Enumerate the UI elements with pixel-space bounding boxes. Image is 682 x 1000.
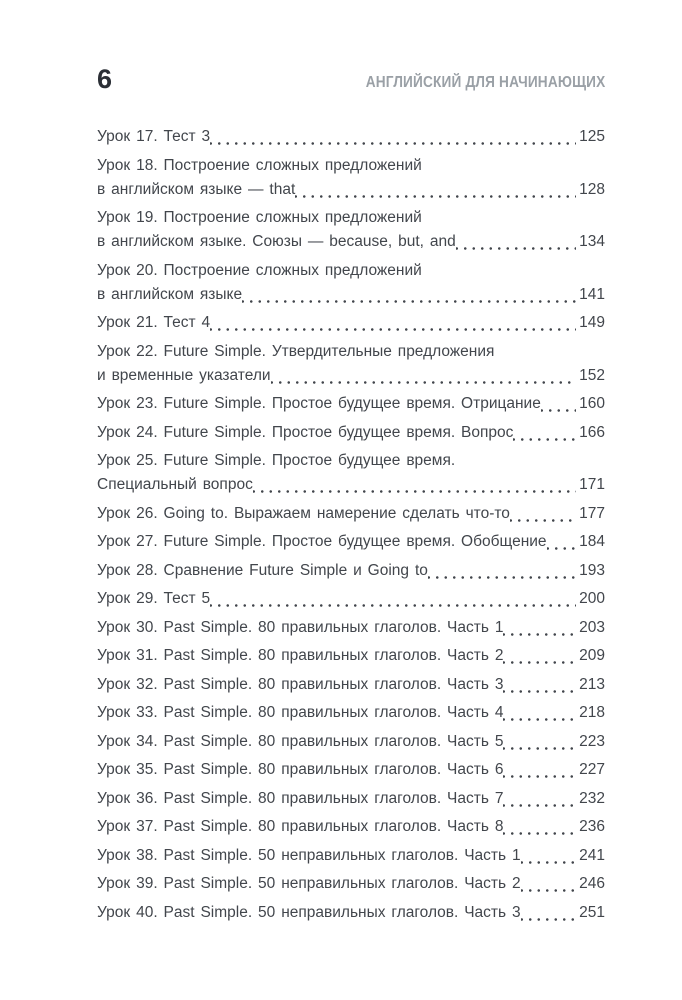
toc-entry-final-line — [97, 730, 605, 754]
toc-entry — [97, 901, 605, 925]
dotted-leader — [295, 178, 576, 202]
dotted-leader — [210, 311, 576, 335]
toc-list — [97, 125, 605, 925]
toc-entry — [97, 644, 605, 668]
toc-entry-text: Урок 39. Past Simple. 50 неправильных глаголов. Часть 2 — [97, 875, 521, 892]
toc-page-number: 223 — [579, 732, 605, 750]
toc-entry — [97, 730, 605, 754]
toc-entry-text-wrap: Урок 18. Построение сложных предложений — [97, 156, 422, 174]
toc-entry-final-line — [97, 901, 605, 925]
dotted-leader — [503, 644, 576, 668]
toc-entry-final-line — [97, 787, 605, 811]
toc-page-number: 134 — [579, 233, 605, 250]
dotted-leader — [541, 392, 576, 416]
toc-entry — [97, 340, 605, 388]
toc-entry-final-line — [97, 473, 605, 497]
toc-entry — [97, 587, 605, 611]
toc-entry-text: Урок 36. Past Simple. 80 правильных глаголов. Часть 7 — [97, 789, 504, 807]
running-header: АНГЛИЙСКИЙ ДЛЯ НАЧИНАЮЩИХ — [365, 73, 605, 91]
toc-entry-final-line — [97, 530, 605, 554]
toc-entry — [97, 259, 605, 307]
toc-entry-text: Урок 37. Past Simple. 80 правильных глаголов. Часть 8 — [97, 818, 504, 835]
toc-entry-text: Урок 29. Тест 5 — [97, 590, 211, 607]
toc-entry-text-wrap: Урок 19. Построение сложных предложений — [97, 209, 422, 226]
toc-page-number: 193 — [579, 561, 605, 579]
toc-page-number: 177 — [579, 504, 605, 522]
toc-entry — [97, 559, 605, 583]
dotted-leader — [253, 473, 576, 497]
toc-entry-text-wrap: Урок 22. Future Simple. Утвердительные предложения — [97, 342, 495, 360]
toc-page-number: 125 — [579, 128, 605, 145]
toc-entry-text: Урок 34. Past Simple. 80 правильных глаголов. Часть 5 — [97, 732, 504, 750]
toc-page-number: 227 — [579, 761, 605, 778]
toc-entry-final-line — [97, 230, 605, 254]
toc-entry-final-line — [97, 283, 605, 307]
page-number: 6 — [97, 64, 112, 94]
toc-page-number: 166 — [579, 423, 605, 441]
toc-entry-text: в английском языке — [97, 285, 243, 303]
toc-entry — [97, 701, 605, 725]
dotted-leader — [513, 421, 576, 445]
toc-entry-text: Урок 28. Сравнение Future Simple и Going to — [97, 561, 428, 579]
dotted-leader — [503, 787, 576, 811]
toc-entry-text: Урок 38. Past Simple. 50 неправильных глаголов. Часть 1 — [97, 846, 521, 864]
toc-entry-final-line — [97, 644, 605, 668]
dotted-leader — [428, 559, 576, 583]
dotted-leader — [547, 530, 577, 554]
toc-entry — [97, 815, 605, 839]
toc-page-number: 213 — [579, 675, 605, 693]
toc-page-number: 171 — [579, 476, 605, 493]
toc-entry — [97, 392, 605, 416]
toc-entry-text: в английском языке. Союзы — because, but, and — [97, 233, 456, 250]
toc-page-number: 236 — [579, 818, 605, 835]
toc-page-number: 152 — [579, 366, 605, 384]
toc-page-number: 251 — [579, 903, 605, 921]
toc-entry-text: Урок 32. Past Simple. 80 правильных глаголов. Часть 3 — [97, 675, 504, 693]
dotted-leader — [521, 844, 576, 868]
toc-entry-text: Урок 24. Future Simple. Простое будущее время. Вопрос — [97, 423, 514, 441]
toc-entry-final-line — [97, 364, 605, 388]
toc-entry-final-line — [97, 178, 605, 202]
toc-entry-final-line — [97, 502, 605, 526]
toc-entry-final-line — [97, 587, 605, 611]
toc-entry-text: и временные указатели — [97, 366, 271, 384]
toc-entry-text: Урок 31. Past Simple. 80 правильных глаголов. Часть 2 — [97, 647, 504, 664]
toc-entry — [97, 844, 605, 868]
toc-page-number: 246 — [579, 875, 605, 892]
toc-entry — [97, 154, 605, 202]
toc-entry-text: Урок 35. Past Simple. 80 правильных глаголов. Часть 6 — [97, 761, 504, 778]
toc-entry — [97, 311, 605, 335]
toc-page-number: 149 — [579, 314, 605, 331]
toc-entry-final-line — [97, 311, 605, 335]
toc-entry-final-line — [97, 815, 605, 839]
toc-entry-final-line — [97, 673, 605, 697]
toc-page-number: 241 — [579, 846, 605, 864]
dotted-leader — [521, 872, 576, 896]
page-header — [97, 66, 605, 93]
toc-page-number: 218 — [579, 704, 605, 721]
toc-entry — [97, 502, 605, 526]
toc-entry — [97, 421, 605, 445]
toc-entry-text: Урок 21. Тест 4 — [97, 314, 211, 331]
dotted-leader — [503, 616, 576, 640]
toc-entry-text: Урок 27. Future Simple. Простое будущее время. Обобщение — [97, 533, 547, 550]
toc-page-number: 160 — [579, 395, 605, 412]
toc-entry-final-line — [97, 758, 605, 782]
dotted-leader — [456, 230, 576, 254]
toc-entry-final-line — [97, 872, 605, 896]
toc-page-number: 128 — [579, 180, 605, 198]
toc-entry-text: в английском языке — that — [97, 180, 296, 198]
toc-entry-final-line — [97, 559, 605, 583]
toc-entry — [97, 872, 605, 896]
toc-entry — [97, 673, 605, 697]
toc-page-number: 184 — [579, 533, 605, 550]
toc-page-number: 200 — [579, 590, 605, 607]
toc-entry — [97, 206, 605, 254]
dotted-leader — [503, 730, 576, 754]
dotted-leader — [503, 815, 576, 839]
toc-page-number: 232 — [579, 789, 605, 807]
toc-entry-final-line — [97, 392, 605, 416]
toc-entry-text: Урок 30. Past Simple. 80 правильных глаголов. Часть 1 — [97, 618, 504, 636]
dotted-leader — [503, 673, 576, 697]
dotted-leader — [242, 283, 576, 307]
toc-entry-final-line — [97, 125, 605, 149]
toc-entry-text: Урок 23. Future Simple. Простое будущее время. Отрицание — [97, 395, 541, 412]
toc-entry-final-line — [97, 844, 605, 868]
toc-entry-final-line — [97, 616, 605, 640]
toc-entry — [97, 125, 605, 149]
toc-entry-text: Специальный вопрос — [97, 476, 253, 493]
dotted-leader — [503, 758, 576, 782]
toc-entry-text: Урок 26. Going to. Выражаем намерение сделать что-то — [97, 504, 510, 522]
toc-entry-final-line — [97, 701, 605, 725]
dotted-leader — [503, 701, 576, 725]
toc-entry — [97, 616, 605, 640]
toc-entry-final-line — [97, 421, 605, 445]
toc-page-number: 209 — [579, 647, 605, 664]
toc-entry — [97, 787, 605, 811]
toc-entry — [97, 530, 605, 554]
toc-entry-text-wrap: Урок 20. Построение сложных предложений — [97, 261, 422, 279]
toc-page-number: 141 — [579, 285, 605, 303]
toc-entry — [97, 449, 605, 497]
toc-entry — [97, 758, 605, 782]
dotted-leader — [210, 587, 576, 611]
dotted-leader — [271, 364, 577, 388]
toc-entry-text: Урок 40. Past Simple. 50 неправильных глаголов. Часть 3 — [97, 903, 521, 921]
toc-entry-text: Урок 33. Past Simple. 80 правильных глаголов. Часть 4 — [97, 704, 504, 721]
toc-entry-text-wrap: Урок 25. Future Simple. Простое будущее время. — [97, 452, 456, 469]
toc-entry-text: Урок 17. Тест 3 — [97, 128, 211, 145]
dotted-leader — [210, 125, 576, 149]
dotted-leader — [521, 901, 576, 925]
dotted-leader — [510, 502, 576, 526]
toc-page-number: 203 — [579, 618, 605, 636]
